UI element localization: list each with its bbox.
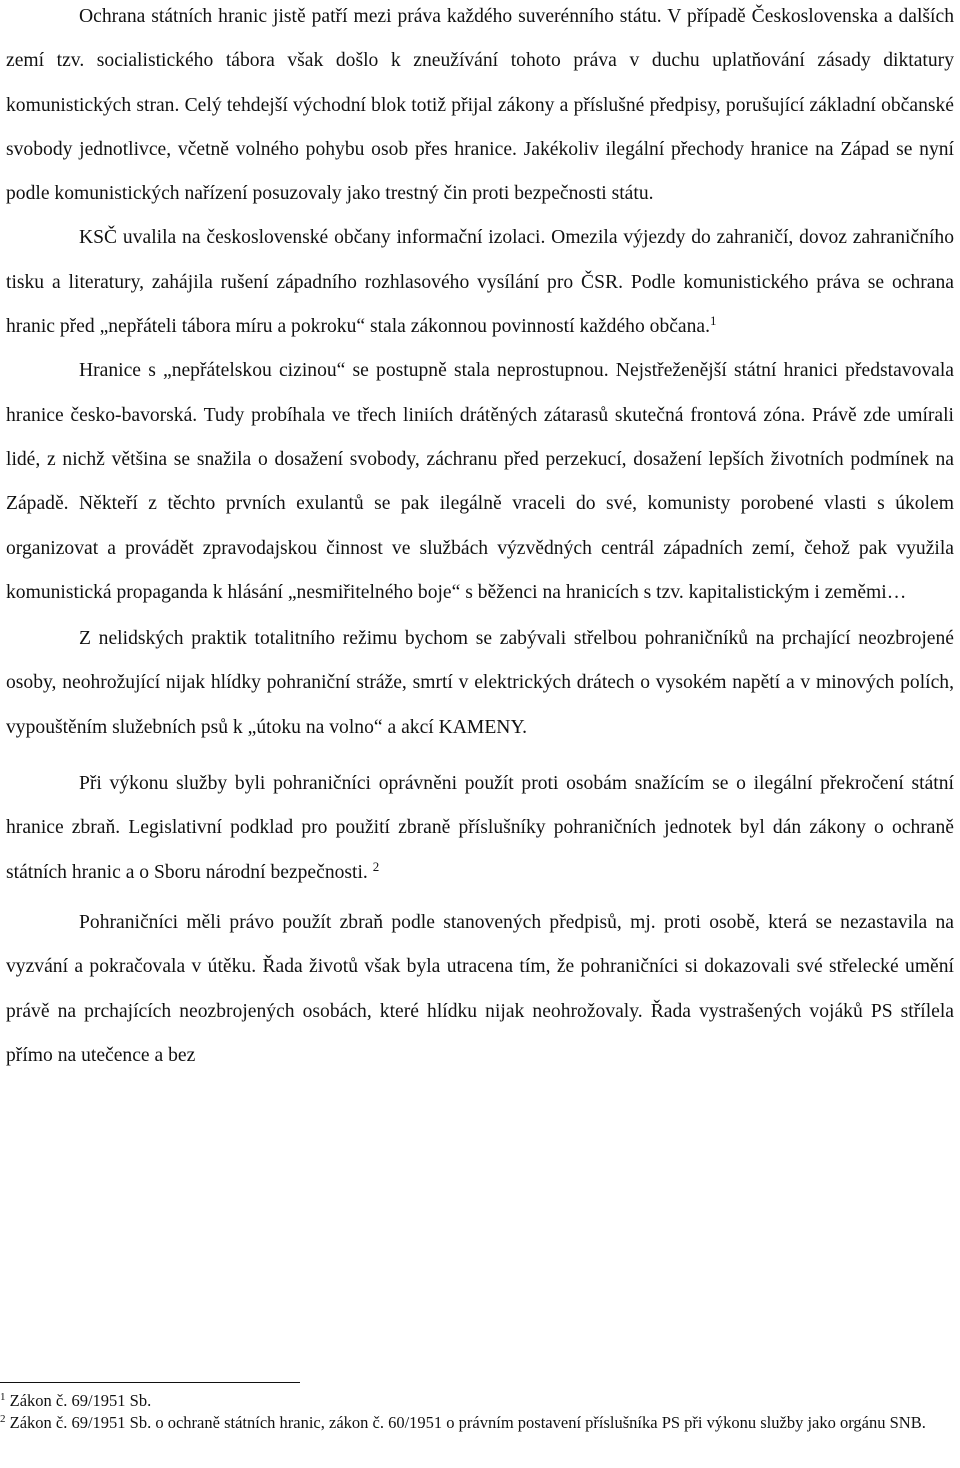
- footnote-text: Zákon č. 69/1951 Sb.: [9, 1391, 152, 1410]
- footnotes: [0, 1390, 948, 1434]
- footnote-separator: [0, 1382, 300, 1383]
- paragraph-5-text: Při výkonu služby byli pohraničníci oprávněni použít proti osobám snažícím se o ilegální překročení státní hranice zbraň. Legislativní podklad pro použití zbraně příslušníky pohraničních jednotek byl dán zákony o ochraně státních hranic a o Sboru národní bezpečnosti.: [6, 773, 954, 883]
- paragraph-2-text: KSČ uvalila na československé občany informační izolaci. Omezila výjezdy do zahraničí, dovoz zahraničního tisku a literatury, zahájila rušení západního rozhlasového vysílání pro ČSR. Podle komunistického práva se ochrana hranic před „nepřáteli tábora míru a pokroku“ stala zákonnou povinností každého občana.: [6, 227, 954, 338]
- paragraph-6: Pohraničníci měli právo použít zbraň podle stanovených předpisů, mj. proti osobě, která se nezastavila na vyzvání a pokračovala v útěku. Řada životů však byla utracena tím, že pohraničníci si dokazovali své střelecké umění právě na prchajících neozbrojených osobách, které hlídku nijak neohrožovaly. Řada vystrašených vojáků PS střílela přímo na utečence a bez: [6, 911, 954, 1066]
- footnote-ref-1: 1: [710, 313, 717, 329]
- paragraph-4: Z nelidských praktik totalitního režimu bychom se zabývali střelbou pohraničníků na prchající neozbrojené osoby, neohrožující nijak hlídky pohraniční stráže, smrtí v elektrických drátech o vysokém napětí a v minových polích, vypouštěním služebních psů k „útoku na volno“ a akcí KAMENY.: [6, 628, 954, 738]
- footnote-1: [0, 1390, 948, 1412]
- paragraph-5: [6, 762, 954, 895]
- document-page: [6, 0, 954, 1078]
- footnote-number: 2: [0, 1413, 6, 1425]
- paragraph-1: Ochrana státních hranic jistě patří mezi práva každého suverénního státu. V případě Československa a dalších zemí tzv. socialistického tábora však došlo k zneužívání tohoto práva v duchu uplatňování zásady diktatury komunistických stran. Celý tehdejší východní blok totiž přijal zákony a příslušné předpisy, porušující základní občanské svobody jednotlivce, včetně volného pohybu osob přes hranice. Jakékoliv ilegální přechody hranice na Západ se nyní podle komunistických nařízení posuzovaly jako trestný čin proti bezpečnosti státu.: [6, 6, 954, 205]
- footnote-2: [0, 1412, 948, 1434]
- footnote-ref-2: 2: [372, 858, 380, 874]
- paragraph-2: [6, 216, 954, 349]
- footnote-text: Zákon č. 69/1951 Sb. o ochraně státních hranic, zákon č. 60/1951 o právním postavení příslušníka PS při výkonu služby jako orgánu SNB.: [9, 1413, 926, 1432]
- footnote-number: 1: [0, 1391, 6, 1403]
- paragraph-3: Hranice s „nepřátelskou cizinou“ se postupně stala neprostupnou. Nejstřeženější státní hranici představovala hranice česko-bavorská. Tudy probíhala ve třech liniích drátěných zátarasů skutečná frontová zóna. Právě zde umírali lidé, z nichž většina se snažila o dosažení svobody, záchranu před perzekucí, dosažení lepších životních podmínek na Západě. Někteří z těchto prvních exulantů se pak ilegálně vraceli do své, komunisty porobené vlasti s úkolem organizovat a provádět zpravodajskou činnost ve službách výzvědných centrál západních zemí, čehož pak využila komunistická propaganda k hlásání „nesmiřitelného boje“ s běženci na hranicích s tzv. kapitalistickým i zeměmi…: [6, 360, 954, 603]
